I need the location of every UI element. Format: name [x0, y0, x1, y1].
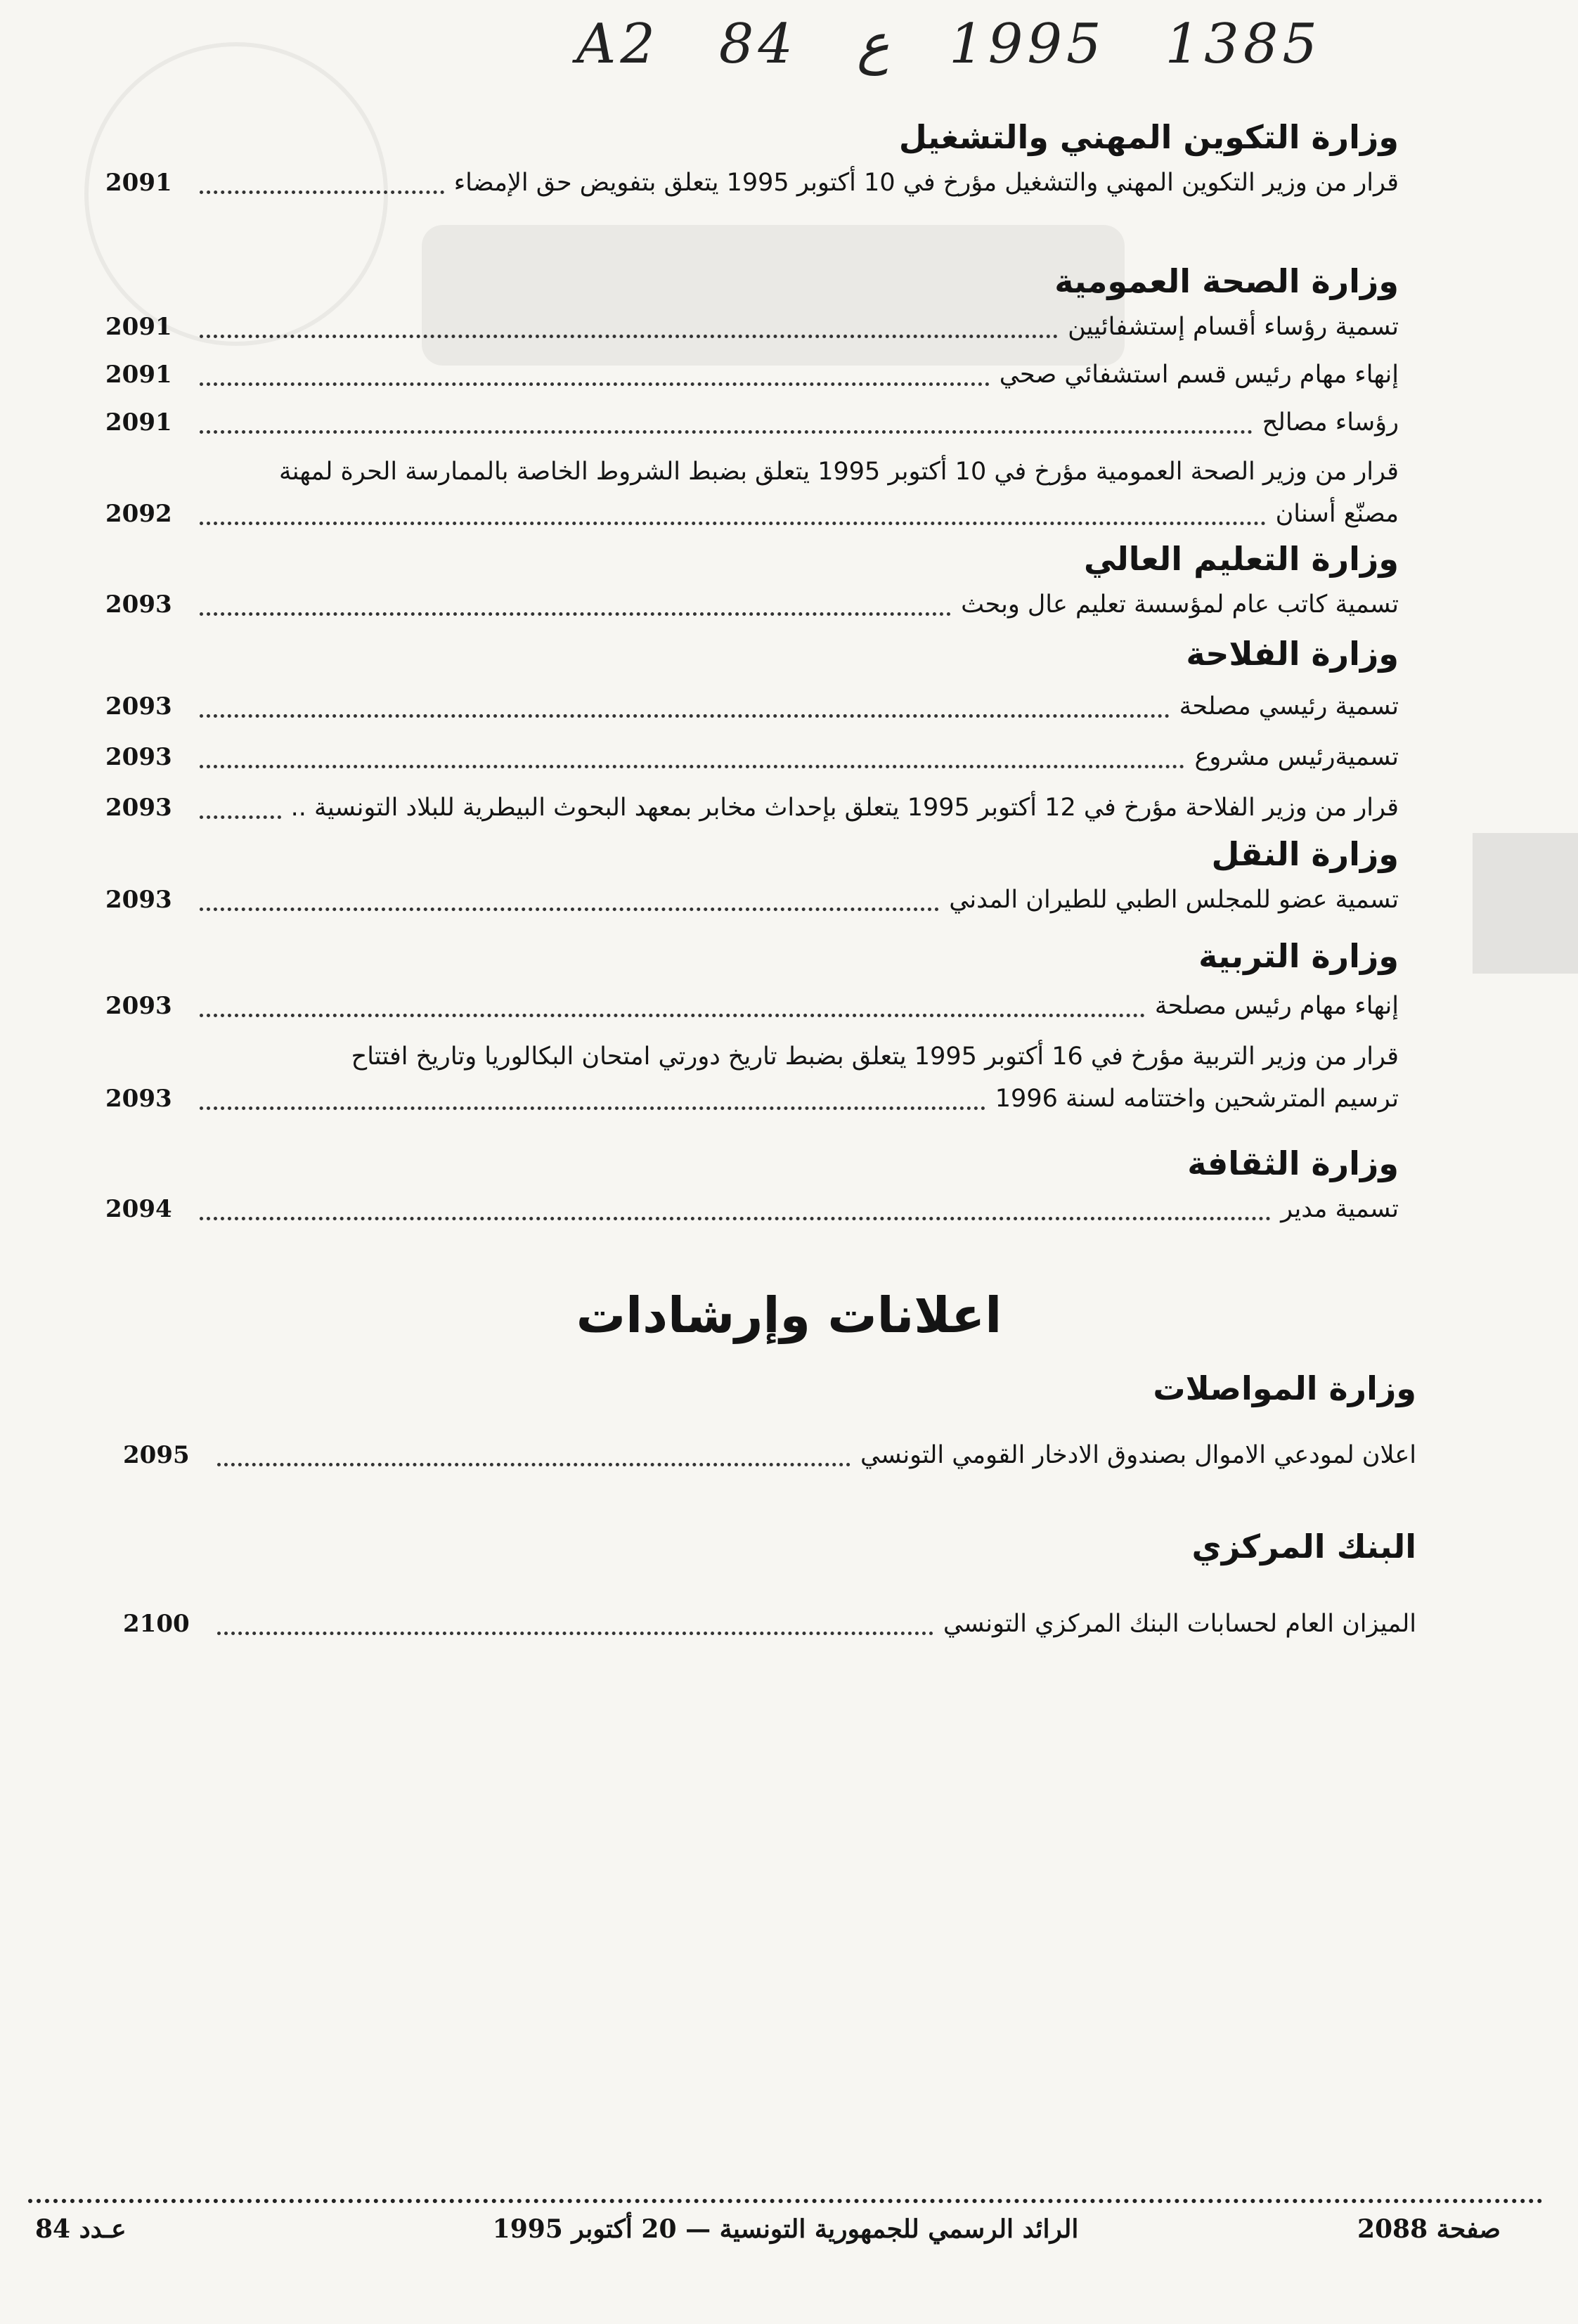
toc-entry-multiline[interactable] [105, 1035, 1399, 1120]
entry-page: 2093 [105, 692, 172, 721]
entry-page: 2091 [105, 169, 172, 197]
entry-text: إنهاء مهام رئيس مصلحة [1154, 992, 1399, 1020]
entry-text: قرار من وزير التربية مؤرخ في 16 أكتوبر 1995 يتعلق بضبط تاريخ دورتي امتحان البكالوريا وتاريخ افتتاح [351, 1042, 1399, 1071]
dot-leader [200, 382, 990, 386]
ads-section [123, 1364, 1416, 1476]
entry-page: 2091 [105, 408, 172, 437]
dot-leader [200, 522, 1266, 525]
entry-text: تسمية رئيسي مصلحة [1179, 692, 1399, 721]
entry-continuation [105, 493, 1399, 535]
dot-leader [200, 1217, 1271, 1220]
dot-leader [200, 430, 1253, 434]
toc-section [105, 1139, 1399, 1230]
toc-entry-multiline[interactable] [105, 451, 1399, 535]
section-title: وزارة الفلاحة [1186, 635, 1399, 673]
section-title: وزارة النقل [1211, 835, 1399, 873]
entry-page: 2092 [105, 500, 172, 528]
entry-text: قرار من وزير الفلاحة مؤرخ في 12 أكتوبر 1995 يتعلق بإحداث مخابر بمعهد البحوث البيطرية للبلاد التونسية .. [290, 794, 1399, 822]
handwritten-annotation [576, 13, 1321, 76]
entry-page: 2095 [123, 1441, 190, 1469]
entry-text-continued: مصنّع أسنان [1275, 500, 1399, 528]
entry-text: رؤساء مصالح [1262, 408, 1399, 437]
toc-entry[interactable] [105, 685, 1399, 728]
hand-note-4: 1995 [949, 13, 1106, 76]
entry-text: اعلان لمودعي الاموال بصندوق الادخار القومي التونسي [860, 1441, 1416, 1469]
toc-entry[interactable] [105, 306, 1399, 348]
toc-entry[interactable] [105, 354, 1399, 396]
section-title: وزارة الصحة العمومية [1054, 262, 1399, 300]
dot-leader [200, 612, 951, 616]
section-title: وزارة الثقافة [1187, 1144, 1399, 1182]
entry-text: تسميةرئيس مشروع [1194, 743, 1399, 771]
toc-section [105, 112, 1399, 204]
entry-page: 2100 [123, 1610, 190, 1638]
toc-section [105, 534, 1399, 626]
dot-leader [200, 908, 939, 911]
dot-leader [200, 191, 444, 194]
dot-leader [200, 714, 1170, 718]
entry-page: 2093 [105, 794, 172, 822]
hand-note-2: 84 [718, 13, 798, 76]
hand-note-3: ع [856, 13, 890, 76]
section-title: وزارة التكوين المهني والتشغيل [898, 118, 1399, 156]
footer-issue-number: عـدد 84 [35, 2214, 127, 2244]
entry-page: 2094 [105, 1195, 172, 1223]
entry-page: 2093 [105, 886, 172, 914]
section-title: وزارة المواصلات [1153, 1369, 1416, 1407]
entry-text: تسمية مدير [1281, 1195, 1399, 1223]
dot-leader [200, 335, 1058, 338]
ads-section [123, 1522, 1416, 1645]
toc-entry[interactable] [105, 879, 1399, 921]
toc-section [105, 257, 1399, 535]
dot-leader [200, 815, 281, 819]
ads-heading: اعلانات وإرشادات [576, 1286, 1002, 1344]
toc-section [105, 931, 1399, 1120]
section-title: وزارة التربية [1198, 937, 1399, 975]
toc-entry[interactable] [105, 583, 1399, 626]
dot-leader [200, 1106, 985, 1110]
entry-page: 2093 [105, 743, 172, 771]
dot-leader [217, 1463, 851, 1466]
dot-leader [217, 1632, 933, 1635]
entry-text: قرار من وزير الصحة العمومية مؤرخ في 10 أكتوبر 1995 يتعلق بضبط الشروط الخاصة بالممارسة الحرة لمهنة [279, 458, 1399, 486]
toc-entry[interactable] [105, 985, 1399, 1027]
dot-leader [200, 765, 1184, 768]
toc-section [105, 829, 1399, 921]
hand-note-5: 1385 [1165, 13, 1321, 76]
entry-page: 2093 [105, 590, 172, 619]
section-title: البنك المركزي [1191, 1528, 1416, 1566]
entry-page: 2091 [105, 313, 172, 341]
toc-entry[interactable] [123, 1434, 1416, 1476]
toc-entry[interactable] [105, 736, 1399, 778]
entry-page: 2093 [105, 992, 172, 1020]
toc-entry[interactable] [105, 162, 1399, 204]
entry-text: تسمية كاتب عام لمؤسسة تعليم عال وبحث [961, 590, 1399, 619]
hand-note-1: A2 [576, 13, 659, 76]
toc-entry[interactable] [105, 401, 1399, 444]
toc-section [105, 629, 1399, 829]
entry-text: تسمية رؤساء أقسام إستشفائيين [1068, 313, 1399, 341]
entry-continuation [105, 1078, 1399, 1120]
entry-page: 2091 [105, 361, 172, 389]
entry-text: قرار من وزير التكوين المهني والتشغيل مؤرخ في 10 أكتوبر 1995 يتعلق بتفويض حق الإمضاء [453, 169, 1399, 197]
footer-divider [28, 2199, 1543, 2203]
entry-text: الميزان العام لحسابات البنك المركزي التونسي [943, 1610, 1416, 1638]
footer-publication: الرائد الرسمي للجمهورية التونسية — 20 أكتوبر 1995 [492, 2214, 1079, 2244]
toc-entry[interactable] [123, 1603, 1416, 1645]
section-title: وزارة التعليم العالي [1083, 540, 1399, 578]
page-footer [28, 2214, 1543, 2257]
footer-page-number: صفحة 2088 [1357, 2214, 1501, 2244]
entry-text: تسمية عضو للمجلس الطبي للطيران المدني [949, 886, 1399, 914]
toc-entry[interactable] [105, 787, 1399, 829]
toc-entry[interactable] [105, 1188, 1399, 1230]
dot-leader [200, 1014, 1145, 1017]
entry-text-continued: ترسيم المترشحين واختتامه لسنة 1996 [995, 1085, 1399, 1113]
entry-text: إنهاء مهام رئيس قسم استشفائي صحي [999, 361, 1399, 389]
bleed-through-tab [1473, 833, 1578, 974]
entry-page: 2093 [105, 1085, 172, 1113]
